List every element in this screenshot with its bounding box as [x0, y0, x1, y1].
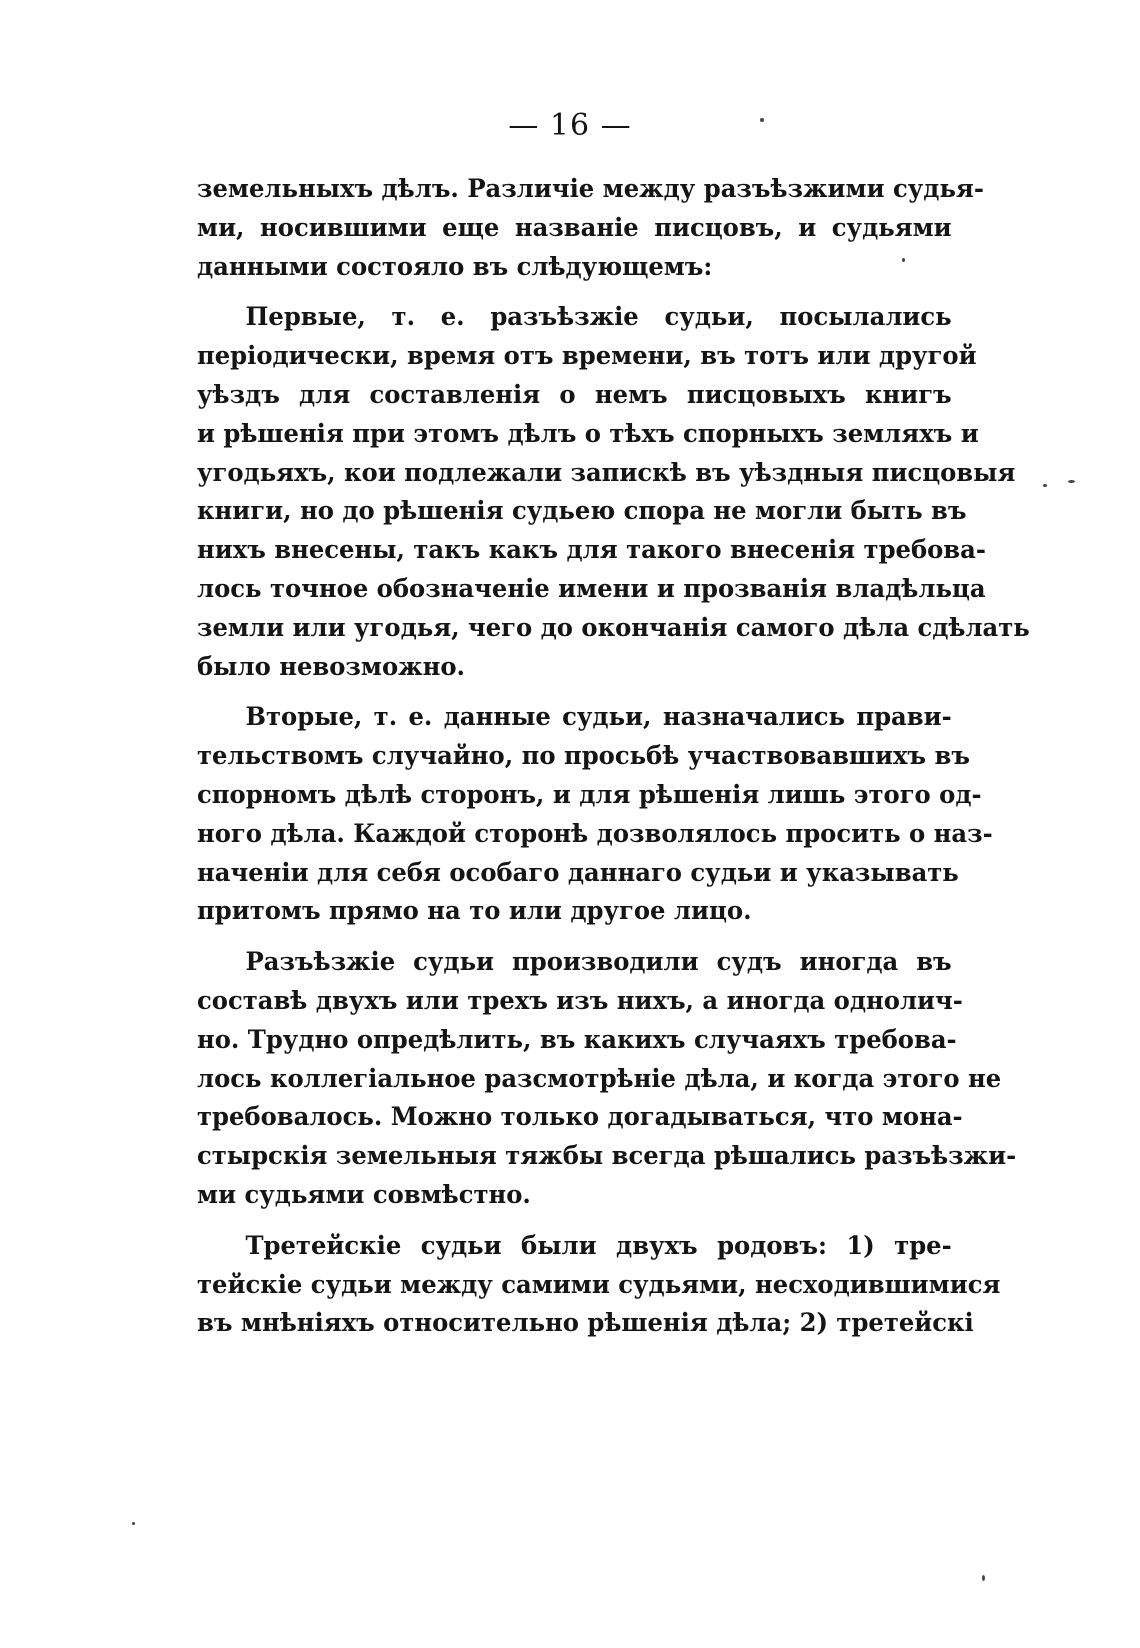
- text-line: періодически, время отъ времени, въ тотъ или другой: [197, 341, 977, 371]
- text-line: наченіи для себя особаго даннаго судьи и указывать: [197, 857, 959, 887]
- text-line: Вторые, т. е. данные судьи, назначались прави-: [245, 702, 952, 732]
- text-line: притомъ прямо на то или другое лицо.: [197, 896, 752, 926]
- text-body: [197, 170, 1030, 1343]
- paragraph: [197, 1227, 1001, 1343]
- paragraph-gap: [197, 686, 975, 698]
- text-line: тельствомъ случайно, по просьбѣ участвовавшихъ въ: [197, 741, 970, 771]
- text-line: составѣ двухъ или трехъ изъ нихъ, а иногда однолич-: [197, 985, 963, 1015]
- text-line: Третейскіе судьи были двухъ родовъ: 1) тре-: [245, 1230, 952, 1260]
- text-line: уѣздъ для составленія о немъ писцовыхъ книгъ: [197, 379, 952, 409]
- text-line: было невозможно.: [197, 651, 465, 681]
- paragraph-gap: [197, 1215, 975, 1227]
- text-line: и рѣшенія при этомъ дѣлъ о тѣхъ спорныхъ земляхъ и: [197, 418, 979, 448]
- text-line: ного дѣла. Каждой сторонѣ дозволялось просить о наз-: [197, 818, 993, 848]
- paragraph-gap: [197, 931, 975, 943]
- scan-speck: [1068, 480, 1075, 483]
- scan-speck: [982, 1575, 985, 1581]
- text-line: лось коллегіальное разсмотрѣніе дѣла, и когда этого не: [197, 1063, 1002, 1093]
- paragraph: [197, 298, 1030, 686]
- scan-speck: [902, 258, 905, 262]
- page-number: — 16 —: [508, 108, 632, 143]
- text-line: земельныхъ дѣлъ. Различіе между разъѣзжими судья-: [197, 174, 984, 203]
- text-line: тейскіе судьи между самими судьями, несходившимися: [197, 1269, 1001, 1299]
- text-line: лось точное обозначеніе имени и прозванія владѣльца: [197, 573, 986, 603]
- scan-speck: [760, 118, 764, 122]
- paragraph: [197, 943, 1017, 1215]
- paragraph: [197, 698, 993, 931]
- text-line: въ мнѣніяхъ относительно рѣшенія дѣла; 2) третейскі: [197, 1308, 974, 1338]
- text-line: нихъ внесены, такъ какъ для такого внесенія требова-: [197, 535, 986, 565]
- paragraph: [197, 170, 984, 286]
- text-line: но. Трудно опредѣлить, въ какихъ случаяхъ требова-: [197, 1024, 957, 1054]
- text-line: ми судьями совмѣстно.: [197, 1179, 531, 1209]
- text-line: стырскія земельныя тяжбы всегда рѣшались разъѣзжи-: [197, 1141, 1017, 1171]
- text-line: требовалось. Можно только догадываться, что мона-: [197, 1102, 963, 1132]
- text-line: книги, но до рѣшенія судьею спора не могли быть въ: [197, 496, 967, 526]
- scan-speck: [1043, 484, 1047, 487]
- text-line: данными состояло въ слѣдующемъ:: [197, 251, 713, 281]
- paragraph-gap: [197, 286, 975, 298]
- text-line: земли или угодья, чего до окончанія самого дѣла сдѣлать: [197, 612, 1030, 642]
- scan-speck: [132, 1522, 135, 1525]
- text-line: Разъѣзжіе судьи производили судъ иногда въ: [245, 947, 952, 977]
- text-line: Первые, т. е. разъѣзжіе судьи, посылались: [245, 302, 952, 332]
- text-line: угодьяхъ, кои подлежали запискѣ въ уѣздныя писцовыя: [197, 457, 1016, 487]
- text-line: спорномъ дѣлѣ сторонъ, и для рѣшенія лишь этого од-: [197, 779, 982, 809]
- text-line: ми, носившими еще названіе писцовъ, и судьями: [197, 212, 952, 242]
